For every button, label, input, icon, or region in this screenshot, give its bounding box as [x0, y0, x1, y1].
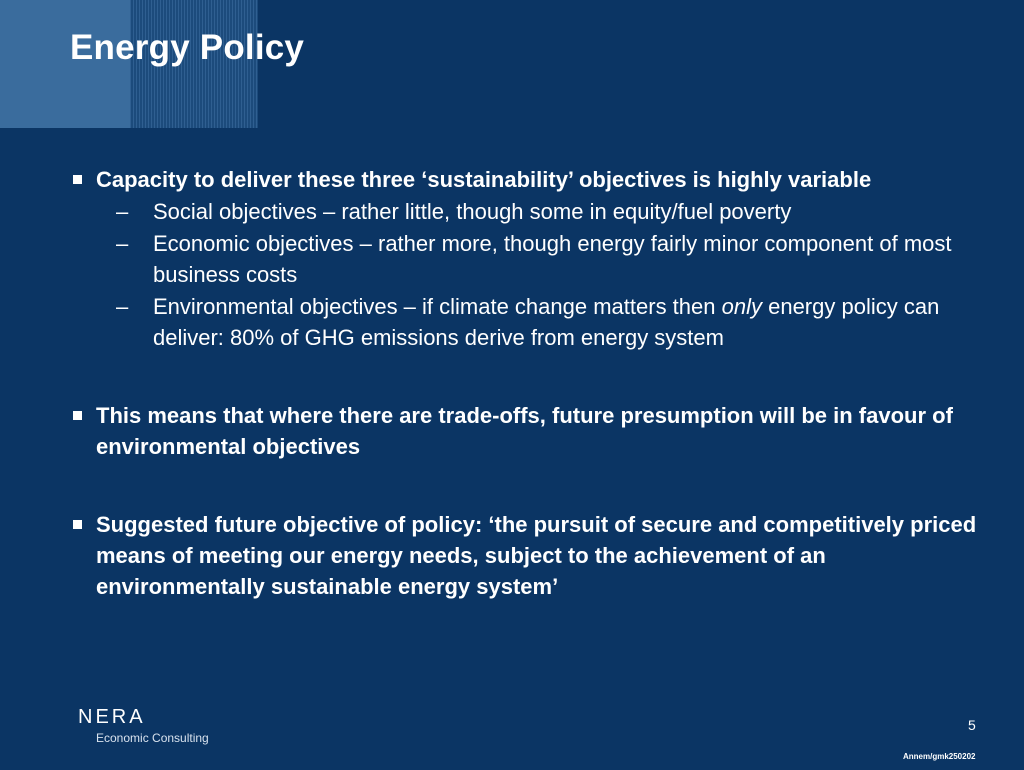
nera-logo: [78, 705, 209, 745]
square-bullet-icon: [73, 411, 82, 420]
dash-marker: –: [116, 231, 129, 256]
logo-subtitle: Economic Consulting: [96, 731, 209, 745]
sub-bullet-3-emphasis: only: [721, 294, 762, 319]
dash-marker: –: [116, 294, 129, 319]
reference-code: Annem/gmk250202: [903, 752, 976, 761]
dash-marker: –: [116, 199, 129, 224]
logo-name: NERA: [78, 706, 146, 728]
bullet-1: [72, 164, 992, 195]
sub-bullet-2: [72, 228, 992, 290]
sub-bullet-3: [72, 291, 992, 353]
sub-bullet-3-text-end: energy policy can deliver: 80% of GHG emissions derive from energy system: [153, 294, 940, 350]
bullet-3: [72, 509, 992, 602]
bullet-2-text: This means that where there are trade-offs, future presumption will be in favour of environmental objectives: [96, 403, 953, 459]
square-bullet-icon: [73, 175, 82, 184]
sub-bullet-3-text-start: Environmental objectives – if climate change matters then: [153, 294, 722, 319]
bullet-2: [72, 400, 992, 462]
square-bullet-icon: [73, 520, 82, 529]
sub-bullet-1: [72, 196, 992, 227]
sub-bullet-1-text: Social objectives – rather little, though some in equity/fuel poverty: [153, 199, 792, 224]
slide-content: [72, 164, 992, 602]
slide-title: Energy Policy: [70, 28, 305, 67]
bullet-3-text: Suggested future objective of policy: ‘the pursuit of secure and competitively priced means of meeting our energy needs, subject to the achievement of an environmentally sustainable energy system’: [96, 512, 977, 599]
sub-bullet-2-text: Economic objectives – rather more, though energy fairly minor component of most business costs: [153, 231, 952, 287]
bullet-1-text: Capacity to deliver these three ‘sustainability’ objectives is highly variable: [96, 167, 872, 192]
page-number: 5: [968, 717, 976, 733]
